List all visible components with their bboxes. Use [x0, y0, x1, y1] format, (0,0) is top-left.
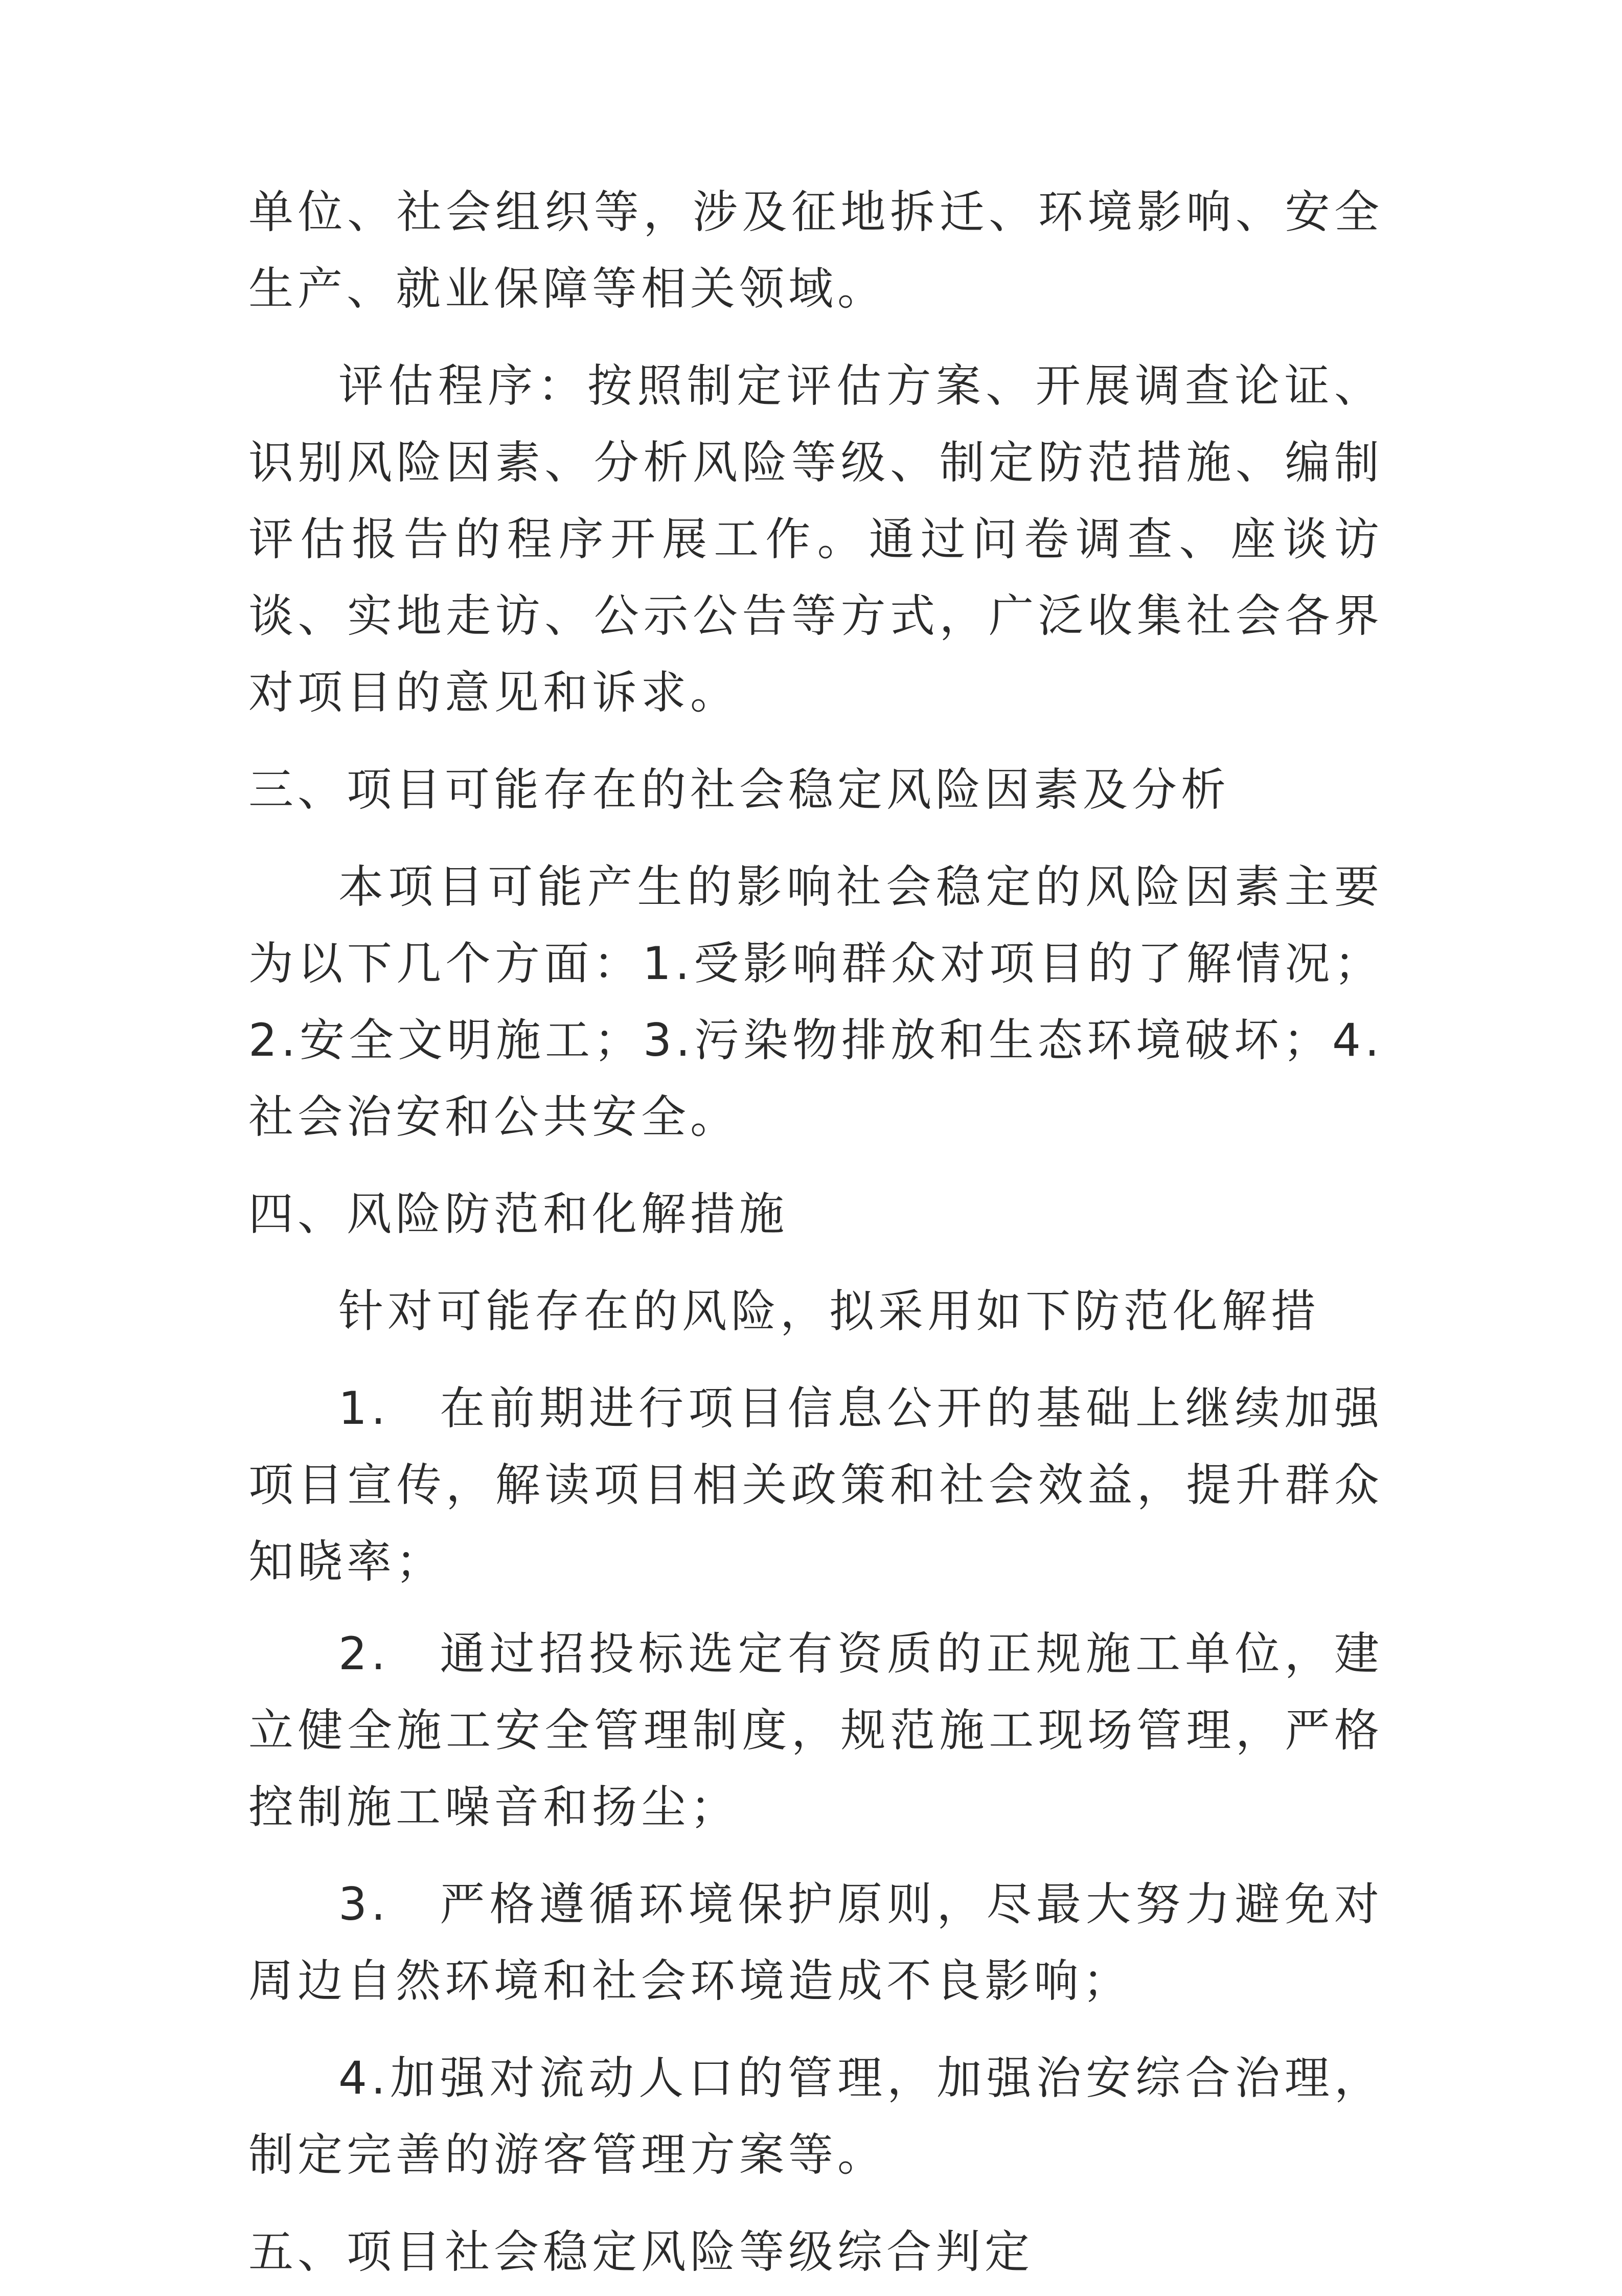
section-4-heading: 四、风险防范和化解措施: [248, 1188, 789, 1240]
measure-item-4: 4.加强对流动人口的管理，加强治安综合治理，制定完善的游客管理方案等。: [248, 2052, 1383, 2181]
measure-item-1: 1. 在前期进行项目信息公开的基础上继续加强项目宣传，解读项目相关政策和社会效益，提升群众知晓率；: [248, 1382, 1383, 1588]
section-5-heading: 五、项目社会稳定风险等级综合判定: [248, 2225, 1034, 2278]
measure-item-3: 3. 严格遵循环境保护原则，尽最大努力避免对周边自然环境和社会环境造成不良影响；: [248, 1878, 1383, 2007]
scope-continuation-paragraph: 单位、社会组织等，涉及征地拆迁、环境影响、安全生产、就业保障等相关领域。: [248, 186, 1383, 315]
risk-factors-paragraph: 本项目可能产生的影响社会稳定的风险因素主要为以下几个方面：1.受影响群众对项目的了解情况；2.安全文明施工；3.污染物排放和生态环境破坏；4.社会治安和公共安全。: [248, 860, 1383, 1143]
section-3-heading: 三、项目可能存在的社会稳定风险因素及分析: [248, 763, 1230, 816]
assessment-procedure-paragraph: 评估程序：按照制定评估方案、开展调查论证、识别风险因素、分析风险等级、制定防范措施、编制评估报告的程序开展工作。通过问卷调查、座谈访谈、实地走访、公示公告等方式，广泛收集社会各界对项目的意见和诉求。: [248, 359, 1383, 719]
measures-intro-paragraph: 针对可能存在的风险，拟采用如下防范化解措: [338, 1285, 1320, 1337]
measure-item-2: 2. 通过招投标选定有资质的正规施工单位，建立健全施工安全管理制度，规范施工现场管理，严格控制施工噪音和扬尘；: [248, 1627, 1383, 1833]
document-body: [248, 174, 1383, 2290]
